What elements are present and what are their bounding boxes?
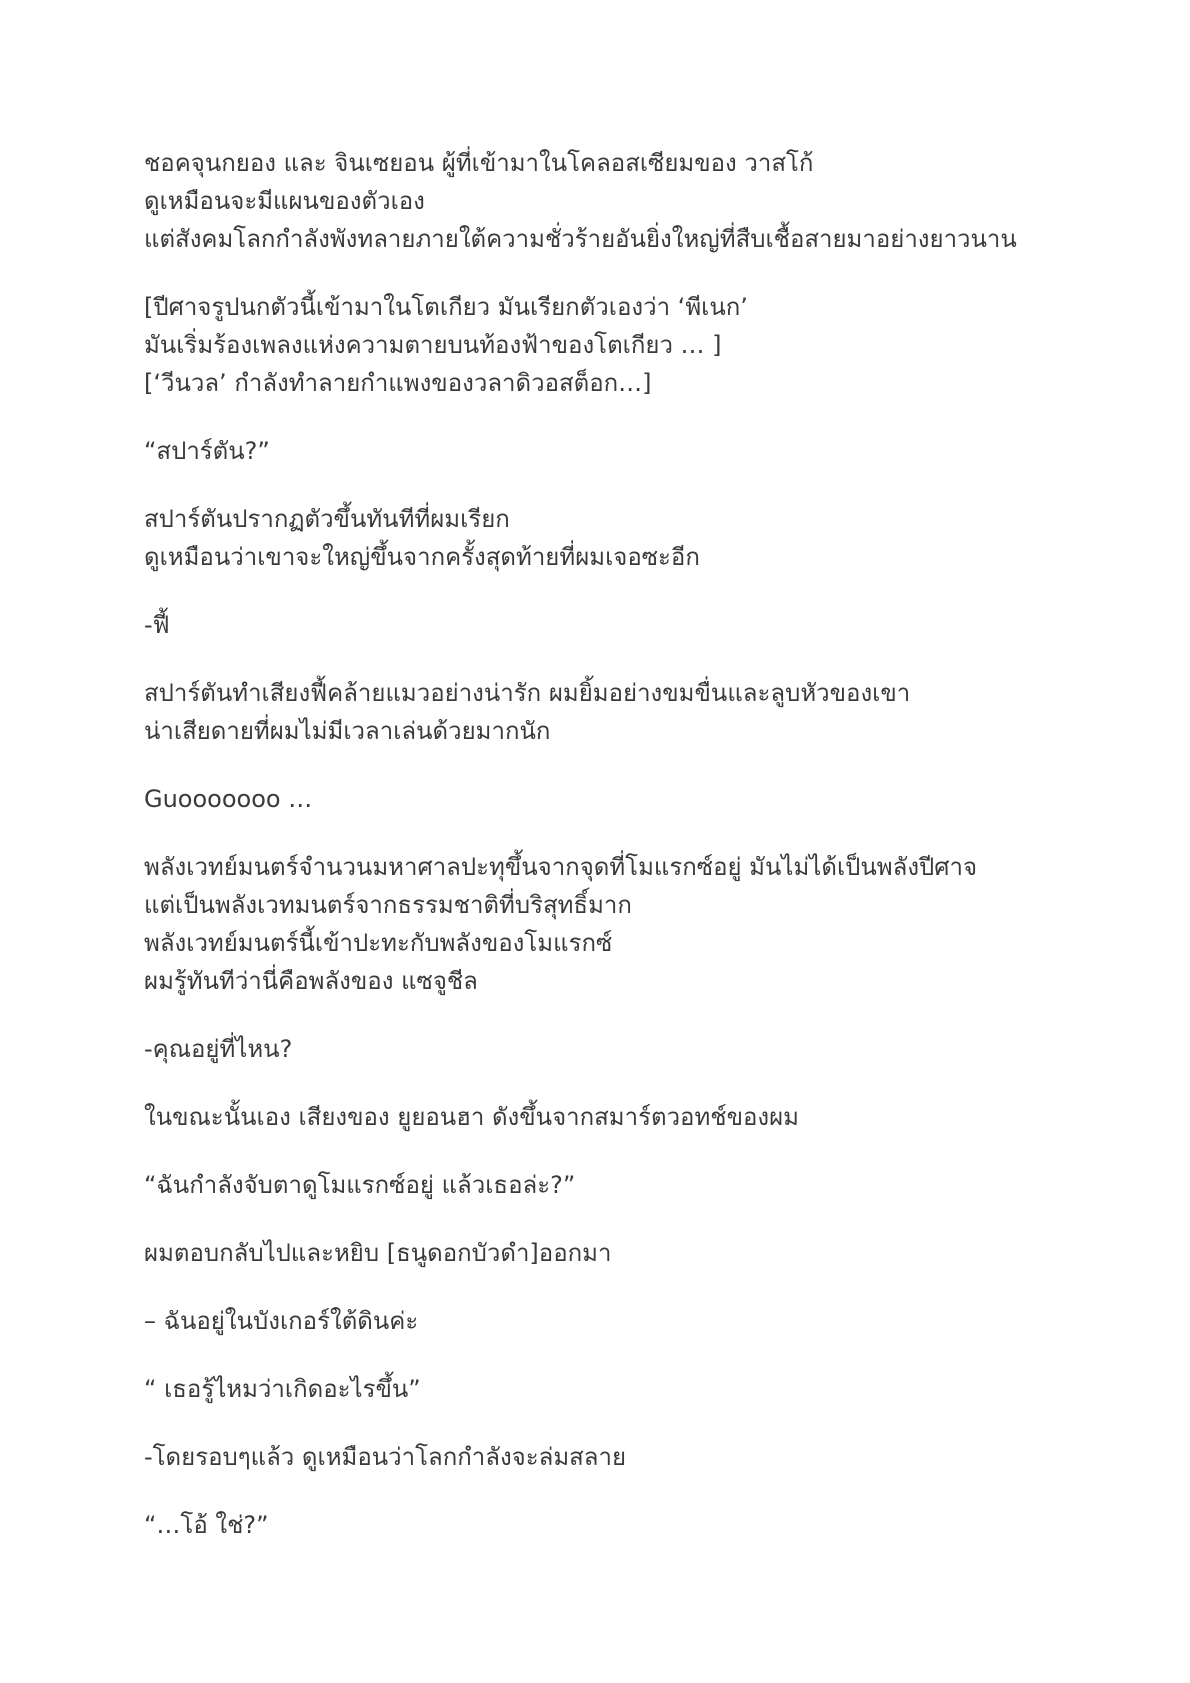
paragraph bbox=[144, 432, 1044, 470]
text-line: -ฟี้ bbox=[144, 611, 170, 639]
text-line: สปาร์ตันปรากฏตัวขึ้นทันทีที่ผมเรียก bbox=[144, 505, 510, 533]
text-line: ชอคจุนกยอง และ จินเซยอน ผู้ที่เข้ามาในโคลอสเซียมของ วาสโก้ bbox=[144, 149, 814, 177]
text-line: “ฉันกำลังจับตาดูโมแรกซ์อยู่ แล้วเธอล่ะ?” bbox=[144, 1171, 576, 1199]
paragraph bbox=[144, 144, 1044, 258]
text-line: สปาร์ตันทำเสียงฟี้คล้ายแมวอย่างน่ารัก ผมยิ้มอย่างขมขื่นและลูบหัวของเขา bbox=[144, 679, 911, 707]
paragraph bbox=[144, 1234, 1044, 1272]
text-line: แต่เป็นพลังเวทมนตร์จากธรรมชาติที่บริสุทธิ์มาก bbox=[144, 891, 632, 919]
paragraph bbox=[144, 674, 1044, 750]
text-line: “ เธอรู้ไหมว่าเกิดอะไรขึ้น” bbox=[144, 1375, 421, 1403]
text-line: -โดยรอบๆแล้ว ดูเหมือนว่าโลกกำลังจะล่มสลาย bbox=[144, 1443, 627, 1471]
paragraph bbox=[144, 848, 1044, 1000]
text-line: ดูเหมือนว่าเขาจะใหญ่ขึ้นจากครั้งสุดท้ายที่ผมเจอซะอีก bbox=[144, 543, 700, 571]
text-line: แต่สังคมโลกกำลังพังทลายภายใต้ความชั่วร้ายอันยิ่งใหญ่ที่สืบเชื้อสายมาอย่างยาวนาน bbox=[144, 225, 1017, 253]
paragraph bbox=[144, 1302, 1044, 1340]
paragraph bbox=[144, 1438, 1044, 1476]
text-line: [‘วีนวล’ กำลังทำลายกำแพงของวลาดิวอสต็อก…] bbox=[144, 369, 652, 397]
paragraph bbox=[144, 780, 1044, 818]
text-line: “…โอ้ ใช่?” bbox=[144, 1511, 269, 1539]
paragraph bbox=[144, 288, 1044, 402]
paragraph bbox=[144, 1506, 1044, 1544]
paragraph bbox=[144, 1098, 1044, 1136]
paragraph bbox=[144, 1370, 1044, 1408]
paragraph bbox=[144, 606, 1044, 644]
text-line: ดูเหมือนจะมีแผนของตัวเอง bbox=[144, 187, 425, 215]
text-line: ผมรู้ทันทีว่านี่คือพลังของ แซจูชีล bbox=[144, 967, 478, 995]
text-line: พลังเวทย์มนตร์จำนวนมหาศาลปะทุขึ้นจากจุดที่โมแรกซ์อยู่ มันไม่ได้เป็นพลังปีศาจ bbox=[144, 853, 978, 881]
document-page bbox=[144, 144, 1044, 1574]
paragraph bbox=[144, 1030, 1044, 1068]
text-line: ผมตอบกลับไปและหยิบ [ธนูดอกบัวดำ]ออกมา bbox=[144, 1239, 612, 1267]
text-line: Guooooooo … bbox=[144, 785, 313, 813]
text-line: – ฉันอยู่ในบังเกอร์ใต้ดินค่ะ bbox=[144, 1307, 419, 1335]
paragraph bbox=[144, 500, 1044, 576]
text-line: [ปีศาจรูปนกตัวนี้เข้ามาในโตเกียว มันเรียกตัวเองว่า ‘พีเนก’ bbox=[144, 293, 748, 321]
text-line: -คุณอยู่ที่ไหน? bbox=[144, 1035, 293, 1063]
paragraph bbox=[144, 1166, 1044, 1204]
text-line: “สปาร์ตัน?” bbox=[144, 437, 270, 465]
text-line: พลังเวทย์มนตร์นี้เข้าปะทะกับพลังของโมแรกซ์ bbox=[144, 929, 613, 957]
text-line: มันเริ่มร้องเพลงแห่งความตายบนท้องฟ้าของโตเกียว … ] bbox=[144, 331, 722, 359]
text-line: น่าเสียดายที่ผมไม่มีเวลาเล่นด้วยมากนัก bbox=[144, 717, 551, 745]
text-line: ในขณะนั้นเอง เสียงของ ยูยอนฮา ดังขึ้นจากสมาร์ตวอทช์ของผม bbox=[144, 1103, 799, 1131]
